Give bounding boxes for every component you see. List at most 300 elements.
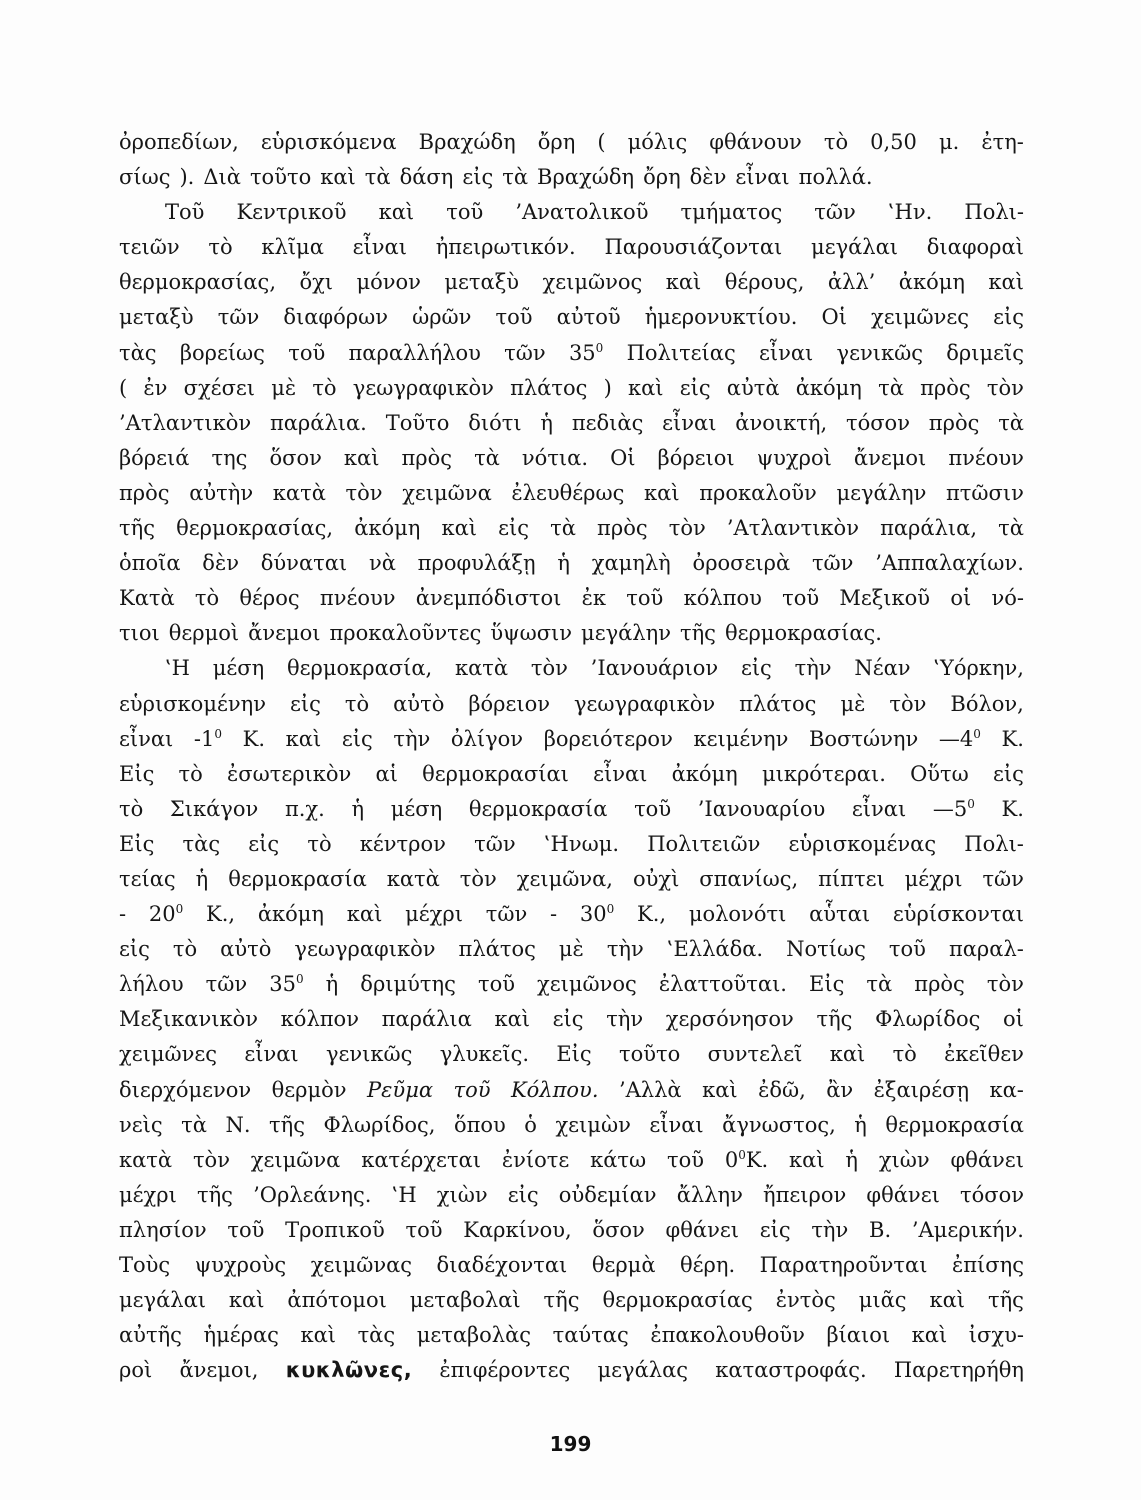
- word: προφυλάξῃ: [417, 551, 536, 576]
- word: ἐλευθέρως: [511, 480, 625, 505]
- word: Παρατηροῦνται: [759, 1253, 928, 1277]
- word: γεωγραφικὸν: [294, 937, 436, 962]
- word: ‛Ην.: [887, 200, 933, 225]
- word: προκαλοῦν: [699, 480, 817, 505]
- word: πρὸς: [119, 480, 170, 505]
- word: Κ.,: [206, 902, 236, 927]
- word: ἀκόμη: [257, 902, 325, 927]
- word: τοῦτο: [249, 165, 312, 190]
- word: εἰς: [498, 516, 530, 541]
- word: εἰς: [507, 1182, 539, 1207]
- word: νὰ: [368, 551, 396, 576]
- word: γεωγραφικὸν: [352, 375, 494, 400]
- word: $—5^0$: [932, 796, 975, 821]
- word: τοῦ: [666, 1147, 704, 1172]
- word: μεγάλην: [581, 621, 671, 646]
- word: τῆς: [816, 1007, 853, 1032]
- word: τῶν: [217, 305, 260, 330]
- word: καὶ: [789, 1147, 825, 1172]
- word: ὁ: [524, 1112, 537, 1137]
- word: θερμοκρασίας,: [119, 270, 276, 295]
- word: τείας: [119, 866, 176, 891]
- word: αὐτὸ: [220, 937, 272, 962]
- word: μικρότεραι.: [761, 761, 886, 786]
- word: ἀνοικτή,: [735, 410, 828, 435]
- word: τὸ: [194, 586, 220, 611]
- word: τὸ: [208, 235, 233, 260]
- word: Φλωρίδος,: [323, 1112, 436, 1137]
- word: καὶ: [494, 1007, 531, 1032]
- word: τὸ: [307, 831, 332, 856]
- word: τὸ: [178, 761, 203, 786]
- word: ‛Η: [391, 1182, 417, 1207]
- word: τοῦ: [888, 937, 926, 962]
- word: καὶ: [378, 200, 415, 225]
- word: Νοτίως: [786, 937, 866, 962]
- word: ἡ: [351, 796, 365, 821]
- word: ὕψωσιν: [490, 621, 573, 646]
- word: τὰς: [119, 340, 157, 365]
- word: τοῦ: [782, 586, 820, 611]
- word: βορείως: [179, 340, 265, 365]
- word: σχέσει: [183, 375, 256, 400]
- word: Πολι-: [964, 831, 1024, 856]
- word: σίως: [119, 165, 171, 190]
- word: ἄλλην: [676, 1182, 743, 1207]
- word: τῆς: [196, 1182, 233, 1207]
- word: τὰ: [474, 445, 500, 470]
- text-line: [119, 827, 1024, 862]
- word: φθάνουν: [709, 130, 802, 154]
- word: χαμηλὴ: [591, 551, 671, 576]
- word: καὶ: [300, 1323, 336, 1348]
- word: αὐτῆς: [119, 1323, 182, 1348]
- word: καὶ: [829, 1042, 866, 1067]
- word: πλάτος: [510, 375, 588, 400]
- word: χειμὼν: [555, 1112, 631, 1137]
- word: χερσόνησον: [665, 1007, 794, 1032]
- word: Σικάγον: [169, 796, 259, 821]
- word: νεὶς: [119, 1112, 163, 1137]
- word: Οἱ: [821, 305, 847, 330]
- word: τόσον: [845, 410, 910, 435]
- word: πρὸς: [914, 972, 965, 997]
- word: τοῦ: [626, 586, 664, 611]
- word: διερχόμενον: [119, 1077, 252, 1102]
- word: μέση: [390, 796, 443, 821]
- word: Κεντρικοῦ: [236, 200, 347, 225]
- text-line: [119, 1002, 1024, 1037]
- word: Ν.: [225, 1112, 251, 1137]
- word: πλάτος: [458, 937, 536, 962]
- word: πλάτος: [739, 691, 817, 716]
- word: θερμὰ: [591, 1253, 656, 1277]
- word: ).: [179, 165, 195, 190]
- word: Μεξικανικὸν: [119, 1007, 259, 1032]
- word: τὸν: [530, 656, 568, 681]
- word: ἄνεμοι: [248, 621, 321, 646]
- word: τῶν: [814, 200, 856, 225]
- word: ὄχι: [299, 270, 334, 295]
- text-line: [119, 230, 1024, 265]
- word: χειμῶνος: [537, 972, 637, 997]
- word: τῶν: [485, 902, 528, 927]
- word: μόλις: [627, 130, 688, 154]
- word: γενικῶς: [836, 340, 923, 365]
- word: ψυχροὺς: [194, 1253, 287, 1277]
- word: ἤπειρον: [763, 1182, 847, 1207]
- word: διαφόρων: [283, 305, 388, 330]
- word: δὲν: [689, 165, 727, 190]
- text-line: [119, 371, 1024, 406]
- word: τὸ: [823, 130, 849, 154]
- word: εἶναι: [244, 1042, 299, 1067]
- word: $—4^0$: [938, 726, 981, 751]
- word: Κ.,: [637, 902, 667, 927]
- word: πρὸς: [928, 410, 980, 435]
- word: γλυκεῖς.: [439, 1042, 530, 1067]
- word: τὰς: [182, 831, 221, 856]
- word: θερμοκρασία: [468, 796, 608, 821]
- word: μολονότι: [688, 902, 787, 927]
- text-line: [119, 195, 1024, 230]
- text-line: [119, 160, 1024, 195]
- word: ἀνεμπόδιστοι: [415, 586, 562, 611]
- text-line: [119, 511, 1024, 546]
- word: ἡ: [845, 1147, 858, 1172]
- word: παράλια.: [269, 410, 367, 435]
- word: αὐτοῦ: [556, 305, 621, 330]
- word: ἡ: [325, 972, 339, 997]
- word: Τοῦ: [165, 200, 205, 225]
- word: εἰς: [552, 1007, 584, 1032]
- word: διαδέχονται: [436, 1253, 568, 1277]
- word: μὲ: [558, 937, 584, 962]
- word: ἡ: [195, 866, 209, 891]
- word: Διὰ: [203, 165, 241, 190]
- word: καὶ: [343, 445, 380, 470]
- word: -: [549, 902, 558, 927]
- text-line: [119, 932, 1024, 967]
- text-line: [119, 406, 1024, 441]
- word: λήλου: [119, 972, 184, 997]
- word: χειμῶνες: [119, 1042, 218, 1067]
- word: Βοστώνην: [808, 726, 919, 751]
- word: μεγάλην: [836, 480, 927, 505]
- word: Β.: [869, 1217, 892, 1242]
- word: θερμοκρασίας.: [724, 621, 882, 646]
- word: παράλια: [381, 1007, 472, 1032]
- word: καὶ: [285, 726, 322, 751]
- word: ἀπότομοι: [287, 1288, 387, 1313]
- word: ἡμέρας: [203, 1323, 279, 1348]
- text-line: [119, 336, 1024, 371]
- word: εἰς: [289, 691, 321, 716]
- text-line: [119, 1108, 1024, 1143]
- word: διαφοραὶ: [926, 235, 1024, 260]
- word: τὸν: [889, 691, 927, 716]
- word: κατὰ: [119, 1147, 173, 1172]
- word: εἰς: [759, 1217, 791, 1242]
- word: χιὼν: [436, 1182, 488, 1207]
- word: παράλια,: [880, 516, 977, 541]
- word: πολλά.: [798, 165, 873, 190]
- word: τὸν: [192, 1147, 230, 1172]
- body-text: [119, 125, 1024, 1388]
- word: Πολι-: [964, 200, 1024, 225]
- word: Οἱ: [610, 445, 636, 470]
- word: θέρους,: [724, 270, 805, 295]
- word: δριμεῖς: [946, 340, 1024, 365]
- page-number: 199: [549, 1432, 592, 1456]
- word: μεταξὺ: [444, 270, 520, 295]
- word: ἐσωτερικὸν: [226, 761, 352, 786]
- word: μὲ: [840, 691, 866, 716]
- word: καὶ: [988, 270, 1024, 295]
- word: κλῖμα: [261, 235, 324, 260]
- word: αὐτὰ: [726, 375, 780, 400]
- word: της: [211, 445, 248, 470]
- word: εἶναι: [649, 1112, 704, 1137]
- word: Ρεῦμα: [367, 1077, 434, 1102]
- word: τὰ: [502, 165, 529, 190]
- word: εἰς: [740, 656, 772, 681]
- word: ’Ανατολικοῦ: [515, 200, 649, 225]
- word: ἀκόμη: [795, 375, 862, 400]
- word: ἐπίσης: [951, 1253, 1024, 1277]
- word: $35^0$: [269, 972, 304, 997]
- word: θέρος: [239, 586, 300, 611]
- text-line: [119, 546, 1024, 581]
- word: βίαιοι: [826, 1323, 891, 1348]
- word: τὰ: [866, 972, 893, 997]
- word: χειμῶνος: [542, 270, 643, 295]
- word: φθάνει: [866, 1182, 940, 1207]
- word: μέση: [212, 656, 265, 681]
- word: ‛Ελλάδα.: [666, 937, 764, 962]
- word: μεγάλας: [597, 1358, 689, 1383]
- word: Κ.: [242, 726, 266, 751]
- word: ἐντὸς: [775, 1288, 836, 1313]
- word: ὅσον: [592, 1217, 645, 1242]
- word: βόρειοι: [657, 445, 735, 470]
- word: πεδιὰς: [571, 410, 644, 435]
- word: κέντρον: [359, 831, 446, 856]
- word: κα-: [989, 1077, 1024, 1102]
- word: θερμοκρασία,: [286, 656, 433, 681]
- word: τοῦ: [495, 305, 533, 330]
- word: ὀροσειρὰ: [692, 551, 791, 576]
- word: θερμοκρασίαι: [422, 761, 569, 786]
- word: ἐνίοτε: [501, 1147, 570, 1172]
- word: οὐδεμίαν: [558, 1182, 657, 1207]
- word: κατὰ: [272, 480, 326, 505]
- word: εἰς: [462, 165, 494, 190]
- word: εἶναι: [593, 761, 648, 786]
- word: θερμοκρασία: [885, 1112, 1024, 1137]
- word: ὀλίγον: [450, 726, 524, 751]
- text-line: [119, 1037, 1024, 1072]
- word: τῶν: [474, 831, 516, 856]
- word: αὐτὸ: [393, 691, 445, 716]
- word: ἐξαιρέσῃ: [873, 1077, 970, 1102]
- word: μιᾶς: [858, 1288, 907, 1313]
- word: ἐλαττοῦται.: [658, 972, 787, 997]
- word: τὰ: [998, 410, 1024, 435]
- word: Φλωρίδος: [875, 1007, 981, 1032]
- word: χειμῶνας: [310, 1253, 413, 1277]
- word: ἄγνωστος,: [722, 1112, 836, 1137]
- word: ψυχροὶ: [756, 445, 832, 470]
- word: ἡμερονυκτίου.: [644, 305, 798, 330]
- word: τὸ: [119, 796, 144, 821]
- word: ἐκεῖθεν: [944, 1042, 1024, 1067]
- text-line: [119, 792, 1024, 827]
- word: οἱ: [1003, 1007, 1024, 1032]
- word: $35^0$: [568, 340, 604, 365]
- word: ὄρη: [643, 165, 681, 190]
- text-line: [119, 757, 1024, 792]
- word: μ.: [938, 130, 960, 154]
- word: πρὸς: [401, 445, 453, 470]
- text-line: [119, 967, 1024, 1002]
- word: τὰ: [878, 375, 904, 400]
- word: δύναται: [260, 551, 348, 576]
- word: καὶ: [346, 902, 383, 927]
- word: καὶ: [320, 165, 356, 190]
- word: τῶν: [504, 340, 546, 365]
- word: διότι: [468, 410, 522, 435]
- text-line: [119, 862, 1024, 897]
- text-line: [119, 1283, 1024, 1318]
- text-line: [119, 1073, 1024, 1108]
- word: Εἰς: [119, 761, 155, 786]
- word: βόρειον: [468, 691, 550, 716]
- word: μέχρι: [904, 866, 963, 891]
- word: χειμῶνες: [871, 305, 970, 330]
- word: ἡ: [854, 1112, 867, 1137]
- text-line: [119, 722, 1024, 757]
- word: μεταξὺ: [119, 305, 194, 330]
- word: κατὰ: [455, 656, 509, 681]
- word: ἐν: [143, 375, 168, 400]
- word: ἐπιφέροντες: [439, 1358, 571, 1383]
- word: τοῦ: [446, 200, 484, 225]
- word: οὐχὶ: [632, 866, 680, 891]
- word: θέρη.: [680, 1253, 736, 1277]
- word: θερμοκρασία: [228, 866, 367, 891]
- word: τὸν: [986, 375, 1024, 400]
- word: τιοι: [119, 621, 160, 646]
- word: ): [603, 375, 612, 400]
- word: θερμοκρασίας: [602, 1288, 753, 1313]
- word: πρὸς: [920, 375, 971, 400]
- word: χειμῶνα: [402, 480, 492, 505]
- word: Οὕτω: [910, 761, 969, 786]
- word: ἂν: [826, 1077, 854, 1102]
- word: τοῦ: [453, 1077, 491, 1102]
- word: δὲν: [202, 551, 239, 576]
- word: Τοῦτο: [385, 410, 450, 435]
- word: μεγάλαι: [119, 1288, 206, 1313]
- word: εἶναι: [119, 726, 174, 751]
- text-line: [119, 1353, 1024, 1388]
- word: εἶναι: [759, 340, 814, 365]
- text-line: [119, 1248, 1024, 1283]
- word: γενικῶς: [325, 1042, 413, 1067]
- word: καὶ: [911, 1323, 948, 1348]
- word: ἀκόμη: [354, 516, 421, 541]
- text-line: [119, 1213, 1024, 1248]
- word: πίπτει: [818, 866, 885, 891]
- word: μέχρι: [405, 902, 463, 927]
- word: τειῶν: [119, 235, 180, 260]
- word: ὅσον: [269, 445, 322, 470]
- word: Νέαν: [854, 656, 911, 681]
- word: δριμύτης: [360, 972, 456, 997]
- word: συντελεῖ: [707, 1042, 803, 1067]
- word: εἰς: [993, 305, 1024, 330]
- word: θερμοκρασίας,: [176, 516, 334, 541]
- word: Πολιτειῶν: [647, 831, 761, 856]
- word: Εἰς: [119, 831, 155, 856]
- word: καὶ: [644, 480, 680, 505]
- word: Κόλπου.: [510, 1077, 599, 1102]
- word: τῆς: [269, 1112, 305, 1137]
- word: θερμὸν: [271, 1077, 347, 1102]
- word: βορειότερον: [543, 726, 673, 751]
- word: (: [119, 375, 128, 400]
- word: φθάνει: [950, 1147, 1024, 1172]
- word: παραλ-: [948, 937, 1024, 962]
- word: ἰσχυ-: [968, 1323, 1024, 1348]
- word: γεωγραφικὸν: [574, 691, 716, 716]
- word: τὴν: [606, 1007, 644, 1032]
- word: ’Ιανουαρίου: [697, 796, 826, 821]
- word: μὲ: [271, 375, 297, 400]
- word: τὰ: [181, 1112, 207, 1137]
- word: ὅπου: [453, 1112, 506, 1137]
- word: (: [597, 130, 606, 154]
- word: ’Αλλὰ: [618, 1077, 682, 1102]
- word: ‛Ηνωμ.: [543, 831, 620, 856]
- word: μέχρι: [119, 1182, 177, 1207]
- word: μεγάλαι: [811, 235, 899, 260]
- word: ἄνεμοι: [853, 445, 927, 470]
- word: τὰ: [998, 516, 1024, 541]
- word: τῶν: [205, 972, 248, 997]
- word: ‛Υόρκην,: [933, 656, 1024, 681]
- word: Τροπικοῦ: [285, 1217, 385, 1242]
- word: καὶ: [665, 270, 702, 295]
- word: τὸ: [312, 375, 337, 400]
- word: ὡρῶν: [412, 305, 472, 330]
- word: μεταβολαὶ: [409, 1288, 521, 1313]
- word: κάτω: [590, 1147, 647, 1172]
- word: θερμοὶ: [168, 621, 240, 646]
- word: $0^0K$.: [724, 1147, 769, 1172]
- word: ὀροπεδίων,: [119, 130, 239, 154]
- word: πρὸς: [597, 516, 648, 541]
- word: κειμένην: [693, 726, 789, 751]
- word: τὰς: [357, 1323, 396, 1348]
- word: τοῦτο: [618, 1042, 681, 1067]
- word: εἶναι: [851, 796, 907, 821]
- word: τὴν: [794, 656, 832, 681]
- word: Παρουσιάζονται: [604, 235, 783, 260]
- word: αἱ: [375, 761, 398, 786]
- word: εὑρισκομένην: [119, 691, 266, 716]
